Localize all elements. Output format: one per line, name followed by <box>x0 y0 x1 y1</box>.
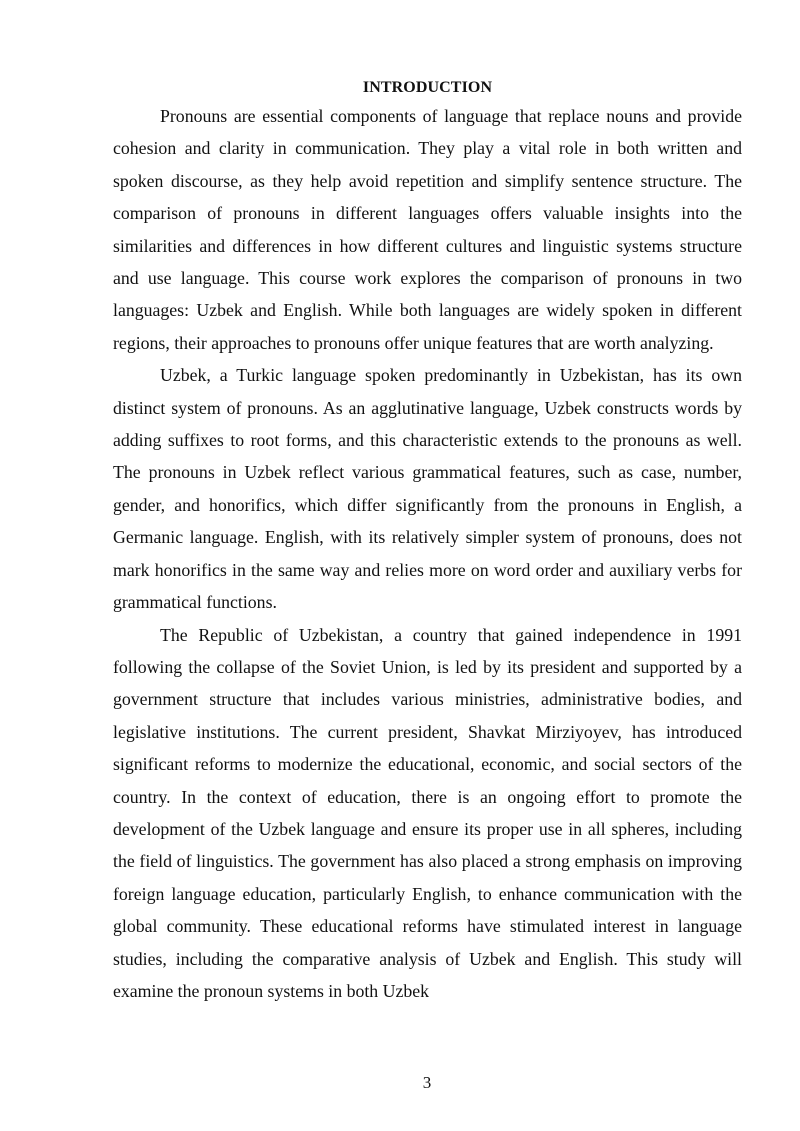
section-title: INTRODUCTION <box>362 79 493 96</box>
page-number: 3 <box>422 1073 432 1092</box>
paragraph-pronouns-overview: Pronouns are essential components of language that replace nouns and provide cohesion and clarity in communication. They play a vital role in both written and spoken discourse, as they help avoid repetition and simplify sentence structure. The comparison of pronouns in different languages offers valuable insights into the similarities and differences in how different cultures and linguistic systems structure and use language. This course work explores the comparison of pronouns in two languages: Uzbek and English. While both languages are widely spoken in different regions, their approaches to pronouns offer unique features that are worth analyzing. <box>113 106 742 353</box>
page-body <box>113 76 742 1007</box>
paragraph-uzbek-pronouns: Uzbek, a Turkic language spoken predominantly in Uzbekistan, has its own distinct system of pronouns. As an agglutinative language, Uzbek constructs words by adding suffixes to root forms, and this characteristic extends to the pronouns as well. The pronouns in Uzbek reflect various grammatical features, such as case, number, gender, and honorifics, which differ significantly from the pronouns in English, a Germanic language. English, with its relatively simpler system of pronouns, does not mark honorifics in the same way and relies more on word order and auxiliary verbs for grammatical functions. <box>113 365 742 613</box>
paragraph-uzbekistan-context: The Republic of Uzbekistan, a country that gained independence in 1991 following the collapse of the Soviet Union, is led by its president and supported by a government structure that includes various ministries, administrative bodies, and legislative institutions. The current president, Shavkat Mirziyoyev, has introduced significant reforms to modernize the educational, economic, and social sectors of the country. In the context of education, there is an ongoing effort to promote the development of the Uzbek language and ensure its proper use in all spheres, including the field of linguistics. The government has also placed a strong emphasis on improving foreign language education, particularly English, to enhance communication with the global community. These educational reforms have stimulated interest in language studies, including the comparative analysis of Uzbek and English. This study will examine the pronoun systems in both Uzbek <box>113 624 742 1001</box>
